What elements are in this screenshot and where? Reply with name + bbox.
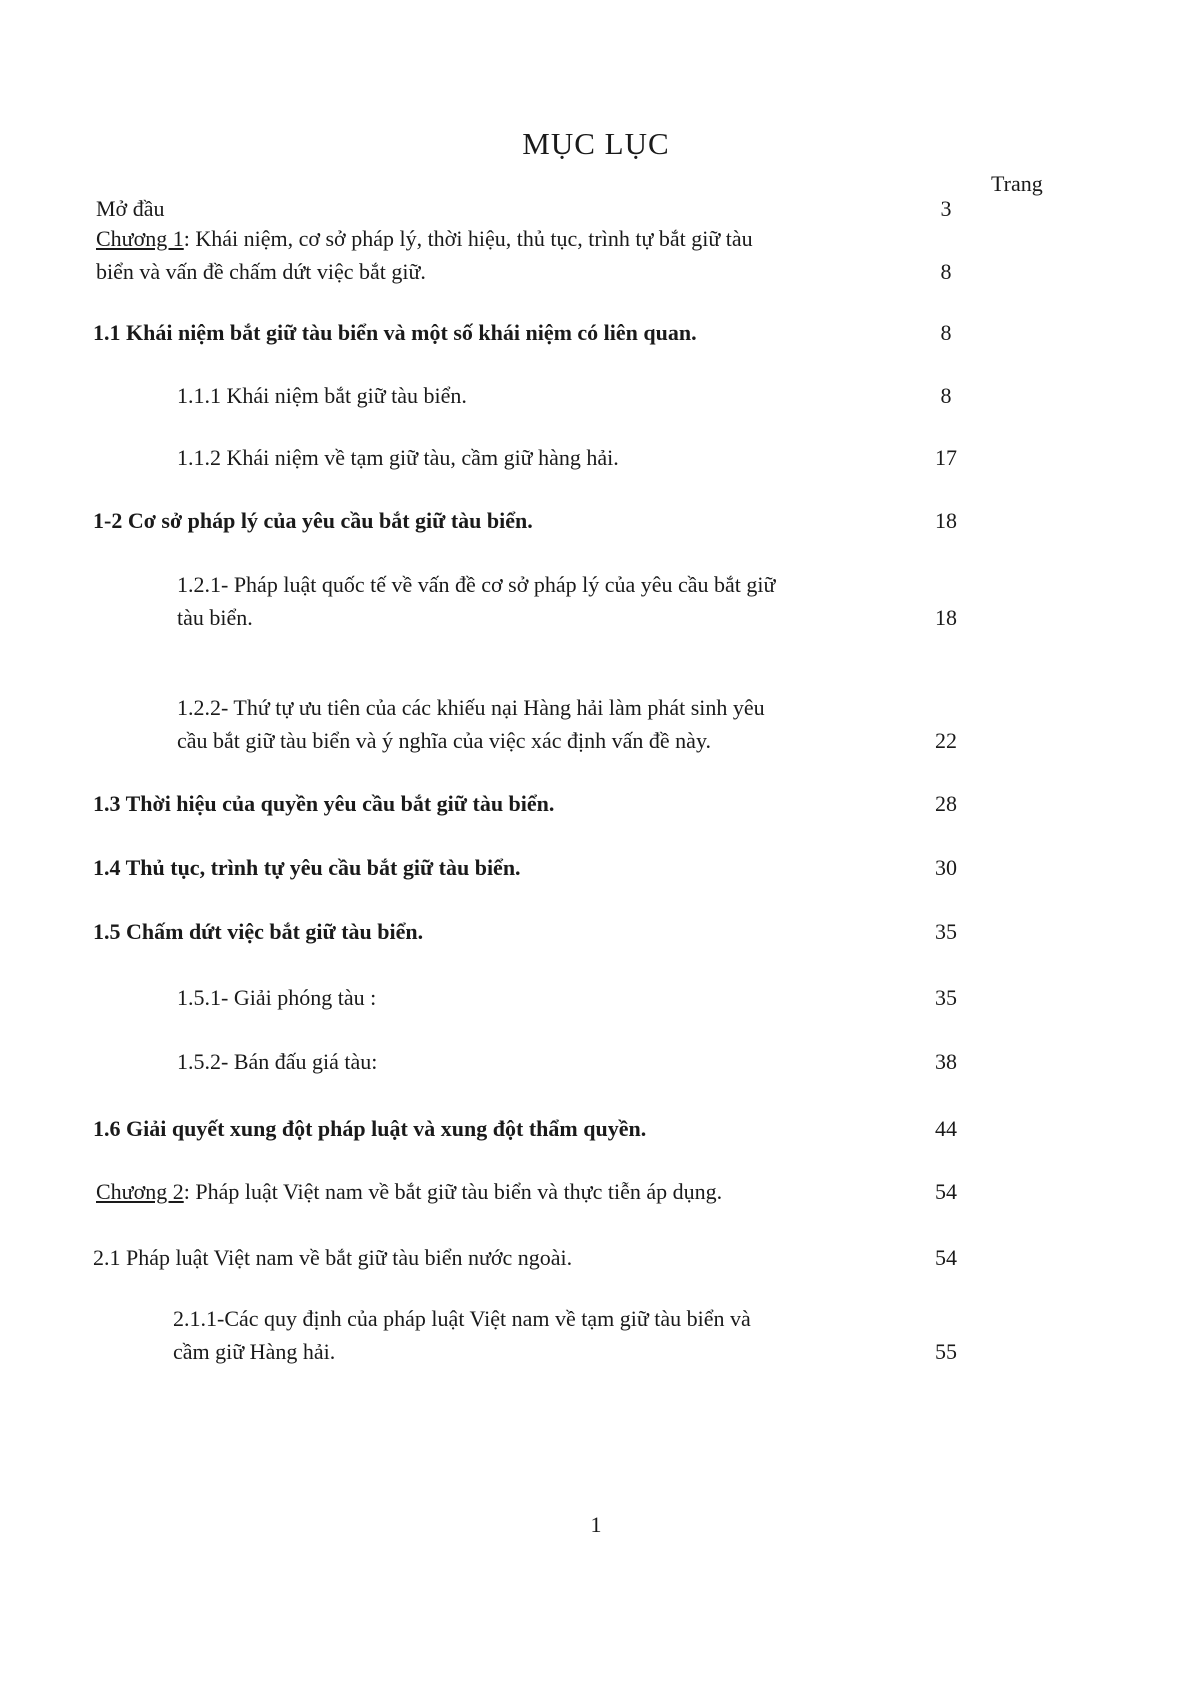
toc-entry-1-2-2[interactable] [177, 691, 1037, 757]
toc-entry-text-line2: cầm giữ Hàng hải. [173, 1339, 336, 1364]
toc-entry-page: 8 [940, 383, 952, 408]
toc-entry-page: 54 [935, 1179, 957, 1204]
toc-entry-page: 38 [935, 1049, 957, 1074]
toc-entry-chapter-1[interactable] [96, 222, 1036, 288]
toc-entry-page: 35 [935, 985, 957, 1010]
toc-entry-1-2-1[interactable] [177, 568, 1037, 634]
toc-entry-text: Mở đầu [96, 196, 165, 221]
toc-title: MỤC LỤC [522, 126, 670, 161]
page-column-header: Trang [991, 171, 1043, 196]
toc-entry-text: 1.4 Thủ tục, trình tự yêu cầu bắt giữ tàu biển. [93, 855, 521, 880]
toc-entry-page: 18 [935, 508, 957, 533]
toc-entry-text: 2.1 Pháp luật Việt nam về bắt giữ tàu biển nước ngoài. [93, 1245, 573, 1270]
toc-entry-text: 1.2.1- Pháp luật quốc tế về vấn đề cơ sở pháp lý của yêu cầu bắt giữ [177, 572, 776, 597]
toc-entry-text: 2.1.1-Các quy định của pháp luật Việt nam về tạm giữ tàu biển và [173, 1306, 751, 1331]
toc-entry-page: 3 [940, 196, 952, 221]
toc-entry-text-line2: tàu biển. [177, 605, 253, 630]
toc-entry-text: 1.1.2 Khái niệm về tạm giữ tàu, cầm giữ hàng hải. [177, 445, 619, 470]
toc-entry-page: 54 [935, 1245, 957, 1270]
toc-entry-text: Chương 1: Khái niệm, cơ sở pháp lý, thời hiệu, thủ tục, trình tự bắt giữ tàu [96, 226, 753, 251]
toc-entry-page: 30 [935, 855, 957, 880]
toc-entry-text: Chương 2: Pháp luật Việt nam về bắt giữ tàu biển và thực tiễn áp dụng. [96, 1179, 723, 1204]
toc-entry-text: 1.5.1- Giải phóng tàu : [177, 985, 377, 1010]
toc-entry-text-line2: biển và vấn đề chấm dứt việc bắt giữ. [96, 259, 426, 284]
toc-entry-page: 55 [935, 1339, 957, 1364]
toc-entry-text: 1.5.2- Bán đấu giá tàu: [177, 1049, 378, 1074]
toc-entry-text: 1.1 Khái niệm bắt giữ tàu biển và một số khái niệm có liên quan. [93, 320, 697, 345]
chapter-label: Chương 1 [96, 226, 184, 251]
toc-entry-page: 35 [935, 919, 957, 944]
toc-entry-page: 17 [935, 445, 957, 470]
toc-entry-page: 8 [940, 320, 952, 345]
page-number: 1 [590, 1512, 602, 1537]
toc-entry-text: 1.2.2- Thứ tự ưu tiên của các khiếu nại Hàng hải làm phát sinh yêu [177, 695, 765, 720]
toc-entry-2-1-1[interactable] [173, 1302, 1037, 1368]
chapter-label: Chương 2 [96, 1179, 184, 1204]
toc-entry-text: 1.3 Thời hiệu của quyền yêu cầu bắt giữ tàu biển. [93, 791, 555, 816]
toc-entry-text: 1.6 Giải quyết xung đột pháp luật và xung đột thẩm quyền. [93, 1116, 647, 1141]
toc-entry-page: 8 [940, 259, 952, 284]
toc-entry-page: 44 [935, 1116, 957, 1141]
toc-entry-page: 28 [935, 791, 957, 816]
toc-entry-page: 18 [935, 605, 957, 630]
toc-entry-text: 1-2 Cơ sở pháp lý của yêu cầu bắt giữ tàu biển. [93, 508, 533, 533]
toc-entry-text-line2: cầu bắt giữ tàu biển và ý nghĩa của việc xác định vấn đề này. [177, 728, 712, 753]
toc-entry-page: 22 [935, 728, 957, 753]
toc-entry-text: 1.1.1 Khái niệm bắt giữ tàu biển. [177, 383, 467, 408]
toc-entry-text: 1.5 Chấm dứt việc bắt giữ tàu biển. [93, 919, 424, 944]
